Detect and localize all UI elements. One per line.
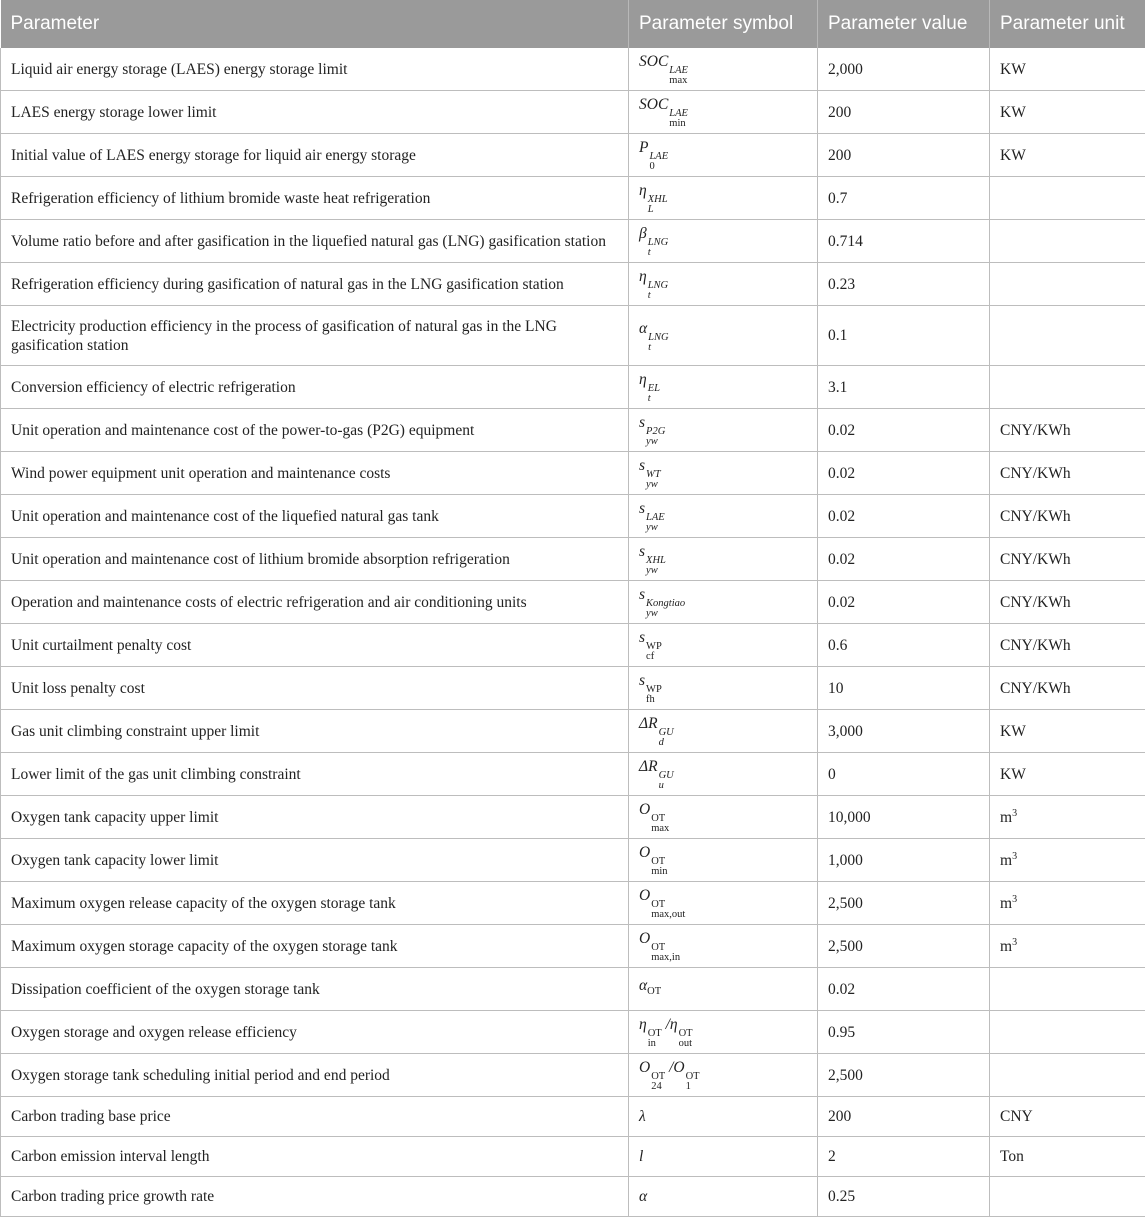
cell-value: 0.02 [818, 409, 990, 452]
cell-parameter: Oxygen storage tank scheduling initial period and end period [1, 1054, 629, 1097]
cell-symbol [629, 925, 818, 968]
cell-parameter: Operation and maintenance costs of electric refrigeration and air conditioning units [1, 581, 629, 624]
unit-exponent: 3 [1012, 894, 1017, 905]
unit-exponent: 3 [1012, 808, 1017, 819]
cell-value: 10,000 [818, 796, 990, 839]
unit-exponent: 3 [1012, 937, 1017, 948]
parameter-symbol: O OT 24 /O OT 1 [639, 1059, 700, 1076]
cell-value: 2,500 [818, 1054, 990, 1097]
cell-value: 1,000 [818, 839, 990, 882]
cell-parameter: Unit curtailment penalty cost [1, 624, 629, 667]
cell-unit [990, 710, 1145, 753]
cell-symbol [629, 667, 818, 710]
unit-text: CNY/KWh [1000, 680, 1071, 697]
parameter-symbol: ΔR GU d [639, 715, 674, 732]
parameter-symbol: s Kongtiao yw [639, 586, 685, 603]
unit-text: CNY/KWh [1000, 594, 1071, 611]
cell-symbol [629, 409, 818, 452]
cell-symbol [629, 839, 818, 882]
table-row [1, 91, 1145, 134]
table-row [1, 177, 1145, 220]
cell-symbol [629, 220, 818, 263]
cell-unit [990, 753, 1145, 796]
table-row [1, 366, 1145, 409]
cell-unit [990, 263, 1145, 306]
cell-parameter: Refrigeration efficiency of lithium bromide waste heat refrigeration [1, 177, 629, 220]
cell-symbol [629, 452, 818, 495]
parameter-symbol: O OT min [639, 844, 668, 861]
parameter-symbol: ΔR GU u [639, 758, 674, 775]
table-row [1, 839, 1145, 882]
cell-symbol [629, 796, 818, 839]
parameter-symbol: η LNG t [639, 268, 668, 285]
cell-unit [990, 177, 1145, 220]
parameter-symbol: η EL t [639, 371, 660, 388]
cell-parameter: Unit operation and maintenance cost of lithium bromide absorption refrigeration [1, 538, 629, 581]
cell-parameter: Oxygen tank capacity upper limit [1, 796, 629, 839]
header-value: Parameter value [818, 0, 990, 48]
cell-value: 2,000 [818, 48, 990, 91]
table-row [1, 409, 1145, 452]
parameter-symbol: β LNG t [639, 225, 668, 242]
table-row [1, 134, 1145, 177]
cell-unit [990, 581, 1145, 624]
table-row [1, 1097, 1145, 1137]
cell-symbol [629, 538, 818, 581]
parameter-symbol: s LAE yw [639, 500, 665, 517]
table-row [1, 882, 1145, 925]
cell-symbol [629, 968, 818, 1011]
cell-value: 3,000 [818, 710, 990, 753]
cell-unit [990, 624, 1145, 667]
table-row [1, 925, 1145, 968]
cell-symbol [629, 710, 818, 753]
cell-value: 0.714 [818, 220, 990, 263]
cell-parameter: Unit operation and maintenance cost of the power-to-gas (P2G) equipment [1, 409, 629, 452]
cell-unit [990, 1177, 1145, 1217]
cell-parameter: LAES energy storage lower limit [1, 91, 629, 134]
table-row [1, 1054, 1145, 1097]
cell-value: 0.02 [818, 452, 990, 495]
table-row [1, 538, 1145, 581]
table-row [1, 581, 1145, 624]
parameter-symbol: P LAE 0 [639, 139, 668, 156]
cell-value: 0.1 [818, 306, 990, 366]
cell-unit [990, 796, 1145, 839]
cell-value: 0.6 [818, 624, 990, 667]
unit-text: m [1000, 895, 1012, 912]
cell-parameter: Dissipation coefficient of the oxygen storage tank [1, 968, 629, 1011]
cell-parameter: Electricity production efficiency in the process of gasification of natural gas in the LNG gasification station [1, 306, 629, 366]
cell-unit [990, 495, 1145, 538]
cell-parameter: Oxygen tank capacity lower limit [1, 839, 629, 882]
cell-value: 0.02 [818, 581, 990, 624]
cell-parameter: Unit loss penalty cost [1, 667, 629, 710]
header-parameter: Parameter [1, 0, 629, 48]
header-row [1, 0, 1145, 48]
cell-value: 200 [818, 91, 990, 134]
table-row [1, 753, 1145, 796]
cell-value: 0.02 [818, 538, 990, 581]
unit-text: CNY/KWh [1000, 637, 1071, 654]
parameter-symbol: η OT in /η OT out [639, 1016, 693, 1033]
parameter-symbol: s WP cf [639, 629, 662, 646]
cell-parameter: Carbon trading price growth rate [1, 1177, 629, 1217]
cell-symbol [629, 263, 818, 306]
cell-value: 0 [818, 753, 990, 796]
table-row [1, 1137, 1145, 1177]
unit-text: KW [1000, 147, 1026, 164]
cell-symbol [629, 1177, 818, 1217]
cell-unit [990, 306, 1145, 366]
unit-text: m [1000, 852, 1012, 869]
cell-unit [990, 667, 1145, 710]
unit-text: KW [1000, 766, 1026, 783]
cell-value: 2,500 [818, 882, 990, 925]
parameter-symbol: λ [639, 1108, 646, 1125]
cell-symbol [629, 1011, 818, 1054]
table-row [1, 667, 1145, 710]
cell-unit [990, 409, 1145, 452]
cell-symbol [629, 1137, 818, 1177]
cell-parameter: Initial value of LAES energy storage for liquid air energy storage [1, 134, 629, 177]
cell-unit [990, 1137, 1145, 1177]
parameter-symbol: O OT max,in [639, 930, 680, 947]
parameter-symbol: s WT yw [639, 457, 661, 474]
table-row [1, 1177, 1145, 1217]
cell-unit [990, 1054, 1145, 1097]
unit-text: CNY/KWh [1000, 551, 1071, 568]
unit-text: Ton [1000, 1148, 1024, 1165]
cell-symbol [629, 753, 818, 796]
cell-value: 200 [818, 134, 990, 177]
parameter-symbol: O OT max,out [639, 887, 685, 904]
table-row [1, 624, 1145, 667]
cell-symbol [629, 1054, 818, 1097]
parameter-symbol: α [639, 1188, 647, 1205]
cell-unit [990, 1011, 1145, 1054]
cell-unit [990, 366, 1145, 409]
parameter-symbol: α LNG t [639, 320, 669, 337]
unit-text: CNY [1000, 1108, 1033, 1125]
cell-symbol [629, 1097, 818, 1137]
cell-unit [990, 452, 1145, 495]
cell-parameter: Volume ratio before and after gasification in the liquefied natural gas (LNG) gasification station [1, 220, 629, 263]
cell-symbol [629, 306, 818, 366]
table-row [1, 710, 1145, 753]
unit-text: KW [1000, 104, 1026, 121]
parameter-symbol: s P2G yw [639, 414, 665, 431]
table-row [1, 1011, 1145, 1054]
cell-value: 10 [818, 667, 990, 710]
cell-value: 2,500 [818, 925, 990, 968]
header-unit: Parameter unit [990, 0, 1145, 48]
cell-unit [990, 134, 1145, 177]
header-symbol: Parameter symbol [629, 0, 818, 48]
cell-symbol [629, 624, 818, 667]
parameter-symbol: SOC LAE max [639, 53, 688, 70]
parameter-symbol: l [639, 1148, 643, 1165]
cell-parameter: Maximum oxygen release capacity of the oxygen storage tank [1, 882, 629, 925]
unit-text: CNY/KWh [1000, 422, 1071, 439]
cell-parameter: Refrigeration efficiency during gasification of natural gas in the LNG gasification station [1, 263, 629, 306]
parameter-symbol: η XHL L [639, 182, 668, 199]
cell-value: 200 [818, 1097, 990, 1137]
cell-unit [990, 220, 1145, 263]
cell-parameter: Gas unit climbing constraint upper limit [1, 710, 629, 753]
cell-unit [990, 968, 1145, 1011]
parameter-symbol: s XHL yw [639, 543, 666, 560]
cell-value: 0.02 [818, 495, 990, 538]
unit-exponent: 3 [1012, 851, 1017, 862]
cell-unit [990, 839, 1145, 882]
cell-symbol [629, 134, 818, 177]
parameter-symbol: $\alpha_{OT}$ [639, 977, 661, 994]
cell-unit [990, 48, 1145, 91]
cell-unit [990, 538, 1145, 581]
unit-text: CNY/KWh [1000, 465, 1071, 482]
unit-text: m [1000, 938, 1012, 955]
table-row [1, 452, 1145, 495]
cell-parameter: Unit operation and maintenance cost of the liquefied natural gas tank [1, 495, 629, 538]
cell-parameter: Conversion efficiency of electric refrigeration [1, 366, 629, 409]
cell-unit [990, 882, 1145, 925]
table-row [1, 306, 1145, 366]
unit-text: KW [1000, 723, 1026, 740]
cell-symbol [629, 495, 818, 538]
table-row [1, 495, 1145, 538]
cell-symbol [629, 177, 818, 220]
cell-value: 3.1 [818, 366, 990, 409]
table-row [1, 48, 1145, 91]
unit-text: m [1000, 809, 1012, 826]
cell-symbol [629, 48, 818, 91]
cell-unit [990, 91, 1145, 134]
cell-value: 0.95 [818, 1011, 990, 1054]
cell-parameter: Carbon emission interval length [1, 1137, 629, 1177]
cell-parameter: Carbon trading base price [1, 1097, 629, 1137]
cell-parameter: Maximum oxygen storage capacity of the oxygen storage tank [1, 925, 629, 968]
cell-value: 0.25 [818, 1177, 990, 1217]
cell-parameter: Liquid air energy storage (LAES) energy storage limit [1, 48, 629, 91]
table-body [1, 48, 1145, 1217]
cell-unit [990, 1097, 1145, 1137]
cell-parameter: Oxygen storage and oxygen release efficiency [1, 1011, 629, 1054]
cell-value: 2 [818, 1137, 990, 1177]
parameter-symbol: SOC LAE min [639, 96, 688, 113]
table-row [1, 263, 1145, 306]
cell-value: 0.02 [818, 968, 990, 1011]
cell-symbol [629, 91, 818, 134]
cell-symbol [629, 882, 818, 925]
table-row [1, 796, 1145, 839]
cell-symbol [629, 581, 818, 624]
unit-text: CNY/KWh [1000, 508, 1071, 525]
parameter-symbol: s WP fh [639, 672, 662, 689]
unit-text: KW [1000, 61, 1026, 78]
cell-unit [990, 925, 1145, 968]
cell-parameter: Wind power equipment unit operation and maintenance costs [1, 452, 629, 495]
cell-value: 0.23 [818, 263, 990, 306]
cell-parameter: Lower limit of the gas unit climbing constraint [1, 753, 629, 796]
parameter-symbol: O OT max [639, 801, 669, 818]
table-row [1, 968, 1145, 1011]
cell-value: 0.7 [818, 177, 990, 220]
table-row [1, 220, 1145, 263]
cell-symbol [629, 366, 818, 409]
